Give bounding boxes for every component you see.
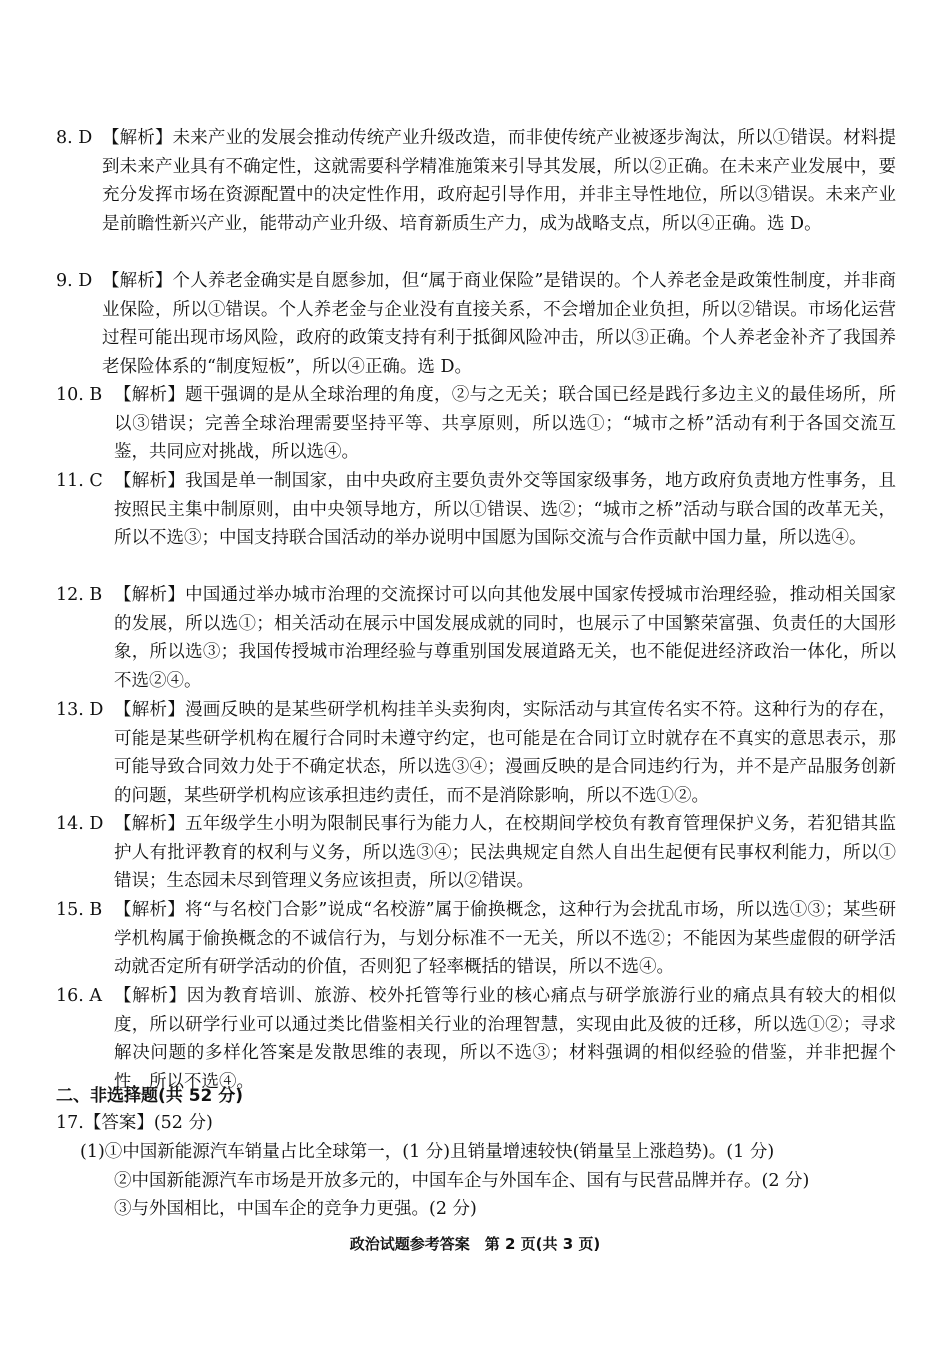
answer-explanation: 【解析】题干强调的是从全球治理的角度，②与之无关；联合国已经是践行多边主义的最佳场所，所以③错误；完善全球治理需要坚持平等、共享原则，所以选①；“城市之桥”活动有利于各国交流互鉴，共同应对挑战，所以选④。	[114, 385, 896, 463]
answer-number: 16. A	[56, 986, 103, 1006]
answer-explanation: 【解析】未来产业的发展会推动传统产业升级改造，而非使传统产业被逐步淘汰，所以①错误。材料提到未来产业具有不确定性，这就需要科学精准施策来引导其发展，所以②正确。在未来产业发展中，要充分发挥市场在资源配置中的决定性作用，政府起引导作用，并非主导性地位，所以③错误。未来产业是前瞻性新兴产业，能带动产业升级、培育新质生产力，成为战略支点，所以④正确。选 D。	[102, 128, 896, 234]
answer-number: 14. D	[56, 814, 104, 834]
page-footer: 政治试题参考答案 第 2 页(共 3 页)	[349, 1235, 601, 1253]
answer-item-8	[56, 124, 896, 238]
answer-number: 10. B	[56, 385, 103, 405]
answer-item-11	[56, 467, 896, 553]
answer-explanation: 【解析】五年级学生小明为限制民事行为能力人，在校期间学校负有教育管理保护义务，若犯错其监护人有批评教育的权利与义务，所以选③④；民法典规定自然人自出生起便有民事权利能力，所以①错误；生态园未尽到管理义务应该担责，所以②错误。	[114, 814, 896, 892]
answer-explanation: 【解析】因为教育培训、旅游、校外托管等行业的核心痛点与研学旅游行业的痛点具有较大的相似度，所以研学行业可以通过类比借鉴相关行业的治理智慧，实现由此及彼的迁移，所以选①②；寻求解决问题的多样化答案是发散思维的表现，所以不选③；材料强调的相似经验的借鉴，并非把握个性，所以不选④。	[114, 986, 896, 1092]
answer-number: 8. D	[56, 128, 93, 148]
q17-answer-line-1: (1)①中国新能源汽车销量占比全球第一，(1 分)且销量增速较快(销量呈上涨趋势)。(1 分)	[80, 1142, 775, 1162]
answer-item-13	[56, 696, 896, 810]
q17-answer-line-3: ③与外国相比，中国车企的竞争力更强。(2 分)	[114, 1199, 477, 1219]
answer-item-16	[56, 982, 896, 1096]
answer-explanation: 【解析】我国是单一制国家，由中央政府主要负责外交等国家级事务，地方政府负责地方性事务，且按照民主集中制原则，由中央领导地方，所以①错误、选②；“城市之桥”活动与联合国的改革无关，所以不选③；中国支持联合国活动的举办说明中国愿为国际交流与合作贡献中国力量，所以选④。	[114, 471, 896, 549]
answer-number: 15. B	[56, 900, 103, 920]
answer-number: 13. D	[56, 700, 104, 720]
answer-explanation: 【解析】中国通过举办城市治理的交流探讨可以向其他发展中国家传授城市治理经验，推动相关国家的发展，所以选①；相关活动在展示中国发展成就的同时，也展示了中国繁荣富强、负责任的大国形象，所以选③；我国传授城市治理经验与尊重别国发展道路无关，也不能促进经济政治一体化，所以不选②④。	[114, 585, 896, 691]
answer-number: 11. C	[56, 471, 103, 491]
answer-explanation: 【解析】将“与名校门合影”说成“名校游”属于偷换概念，这种行为会扰乱市场，所以选①③；某些研学机构属于偷换概念的不诚信行为，与划分标准不一无关，所以不选②；不能因为某些虚假的研学活动就否定所有研学活动的价值，否则犯了轻率概括的错误，所以不选④。	[114, 900, 896, 978]
section-title: 二、非选择题(共 52 分)	[56, 1086, 244, 1106]
answer-item-9	[56, 267, 896, 381]
answer-explanation: 【解析】个人养老金确实是自愿参加，但“属于商业保险”是错误的。个人养老金是政策性制度，并非商业保险，所以①错误。个人养老金与企业没有直接关系，不会增加企业负担，所以②错误。市场化运营过程可能出现市场风险，政府的政策支持有利于抵御风险冲击，所以③正确。个人养老金补齐了我国养老保险体系的“制度短板”，所以④正确。选 D。	[102, 271, 896, 377]
answer-explanation: 【解析】漫画反映的是某些研学机构挂羊头卖狗肉，实际活动与其宣传名实不符。这种行为的存在，可能是某些研学机构在履行合同时未遵守约定，也可能是在合同订立时就存在不真实的意思表示，那可能导致合同效力处于不确定状态，所以选③④；漫画反映的是合同违约行为，并不是产品服务创新的问题，某些研学机构应该承担违约责任，而不是消除影响，所以不选①②。	[114, 700, 896, 806]
answer-item-15	[56, 896, 896, 982]
answer-number: 12. B	[56, 585, 103, 605]
answer-item-12	[56, 581, 896, 695]
q17-answer-line-2: ②中国新能源汽车市场是开放多元的，中国车企与外国车企、国有与民营品牌并存。(2 分)	[114, 1171, 810, 1191]
answer-item-14	[56, 810, 896, 896]
answer-item-10	[56, 381, 896, 467]
q17-header: 17.【答案】(52 分)	[56, 1113, 213, 1133]
answer-number: 9. D	[56, 271, 93, 291]
